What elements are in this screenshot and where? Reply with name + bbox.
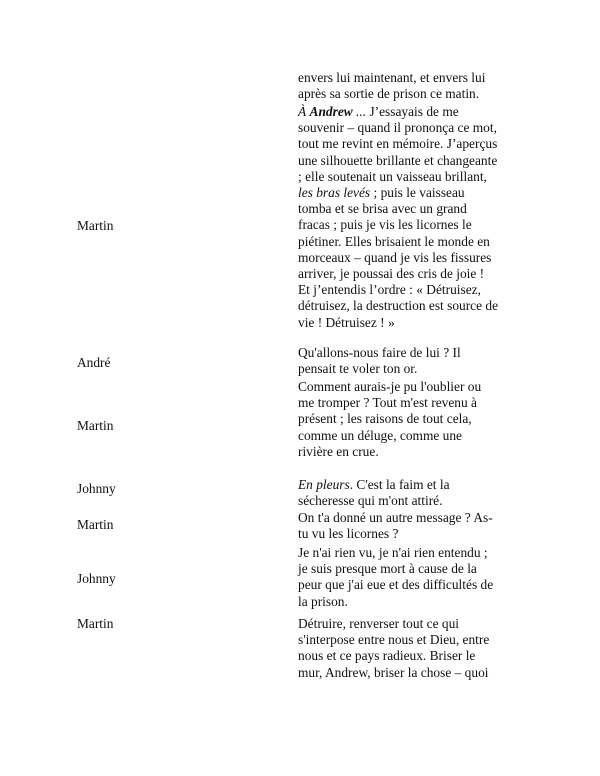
- dialogue-line: [298, 648, 475, 664]
- text-span: rivière en crue.: [298, 443, 379, 459]
- text-span: fracas ; puis je vis les licornes le: [298, 217, 472, 233]
- dialogue-line: [298, 477, 450, 493]
- speaker-name: Martin: [77, 418, 114, 433]
- dialogue-line: [298, 234, 490, 250]
- styled-text: les bras levés: [298, 185, 371, 200]
- speaker-name: Johnny: [77, 571, 116, 586]
- dialogue-line: [298, 104, 459, 120]
- text-span: après sa sortie de prison ce matin.: [298, 86, 480, 102]
- text-span: je suis presque mort à cause de la: [298, 561, 477, 577]
- speaker-name: Johnny: [77, 481, 116, 496]
- text-span: nous et ce pays radieux. Briser le: [298, 648, 476, 664]
- dialogue-line: [298, 594, 348, 610]
- text-span: ; puis le vaisseau: [370, 185, 465, 200]
- dialogue-line: [298, 298, 498, 314]
- dialogue-line: [298, 616, 459, 632]
- text-span: une silhouette brillante et changeante: [298, 152, 498, 168]
- dialogue-line: [298, 561, 477, 577]
- text-span: me tromper ? Tout m'est revenu à: [298, 395, 477, 411]
- text-span: Je n'ai rien vu, je n'ai rien entendu ;: [298, 545, 488, 560]
- text-span: . C'est la faim et la: [349, 477, 450, 492]
- text-span: comme un déluge, comme une: [298, 427, 462, 443]
- dialogue-line: [298, 153, 497, 169]
- text-span: sécheresse qui m'ont attiré.: [298, 493, 443, 509]
- dialogue-line: [298, 86, 479, 102]
- dialogue-line: [298, 136, 497, 152]
- text-span: pensait te voler ton or.: [298, 361, 418, 377]
- dialogue-line: [298, 493, 442, 509]
- text-span: Qu'allons-nous faire de lui ? Il: [298, 345, 461, 360]
- text-span: J’essayais de me: [366, 104, 459, 119]
- text-span: tu vu les licornes ?: [298, 526, 399, 542]
- dialogue-line: [298, 665, 488, 681]
- text-span: On t'a donné un autre message ? As-: [298, 510, 493, 525]
- text-span: Comment aurais-je pu l'oublier ou: [298, 379, 482, 394]
- dialogue-line: [298, 266, 484, 282]
- styled-text: Andrew: [309, 104, 353, 119]
- text-span: Et j’entendis l’ordre : « Détruisez,: [298, 282, 481, 298]
- text-span: arriver, je poussai des cris de joie !: [298, 266, 485, 281]
- dialogue-line: [298, 411, 472, 427]
- text-span: tomba et se brisa avec un grand: [298, 201, 467, 217]
- dialogue-line: [298, 526, 398, 542]
- dialogue-line: [298, 282, 481, 298]
- text-span: tout me revint en mémoire. J’aperçus: [298, 136, 498, 152]
- dialogue-line: [298, 545, 488, 561]
- dialogue-line: [298, 169, 487, 185]
- dialogue-line: [298, 428, 462, 444]
- dialogue-line: [298, 217, 472, 233]
- speaker-name: Martin: [77, 616, 114, 631]
- dialogue-line: [298, 120, 497, 136]
- dialogue-line: [298, 510, 493, 526]
- text-span: morceaux – quand je vis les fissures: [298, 249, 492, 265]
- dialogue-line: [298, 201, 467, 217]
- styled-text: ...: [352, 104, 367, 119]
- dialogue-line: [298, 361, 417, 377]
- text-span: Détruire, renverser tout ce qui: [298, 616, 459, 631]
- text-span: mur, Andrew, briser la chose – quoi: [298, 664, 489, 680]
- styled-text: À: [298, 104, 310, 119]
- text-span: présent ; les raisons de tout cela,: [298, 411, 472, 427]
- dialogue-line: [298, 444, 379, 460]
- text-span: s'interpose entre nous et Dieu, entre: [298, 632, 490, 648]
- speaker-name: Martin: [77, 517, 114, 532]
- dialogue-line: [298, 577, 493, 593]
- text-span: détruisez, la destruction est source de: [298, 298, 499, 314]
- text-span: la prison.: [298, 593, 348, 609]
- dialogue-line: [298, 250, 491, 266]
- text-span: peur que j'ai eue et des difficultés de: [298, 577, 494, 593]
- dialogue-line: [298, 345, 461, 361]
- text-span: envers lui maintenant, et envers lui: [298, 70, 486, 85]
- dialogue-line: [298, 315, 395, 331]
- text-span: piétiner. Elles brisaient le monde en: [298, 233, 490, 249]
- dialogue-line: [298, 632, 489, 648]
- text-span: vie ! Détruisez ! »: [298, 314, 395, 330]
- dialogue-line: [298, 70, 485, 86]
- dialogue-line: [298, 395, 477, 411]
- dialogue-line: [298, 185, 465, 201]
- speaker-name: Martin: [77, 218, 114, 233]
- dialogue-line: [298, 379, 481, 395]
- text-span: souvenir – quand il prononça ce mot,: [298, 120, 497, 136]
- speaker-name: André: [77, 355, 111, 370]
- text-span: ; elle soutenait un vaisseau brillant,: [298, 168, 487, 184]
- styled-text: En pleurs: [298, 477, 350, 492]
